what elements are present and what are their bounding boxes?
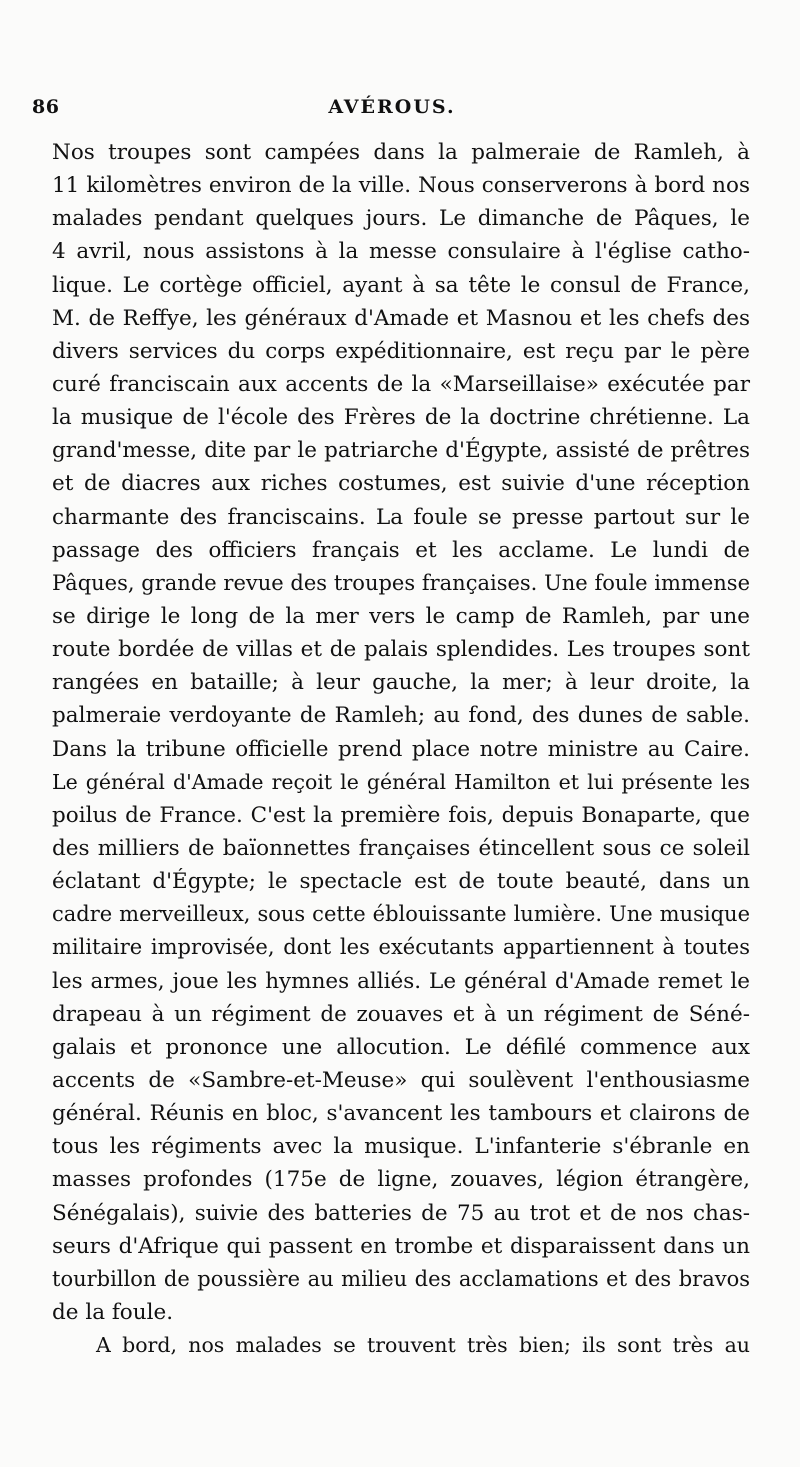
- text-line: Le général d'Amade reçoit le général Hamilton et lui présente les: [52, 769, 750, 794]
- text-line: malades pendant quelques jours. Le dimanche de Pâques, le: [52, 206, 750, 232]
- text-line: tourbillon de poussière au milieu des acclamations et des bravos: [52, 1266, 750, 1291]
- text-line: curé franciscain aux accents de la «Marseillaise» exécutée par: [52, 371, 750, 397]
- text-line: drapeau à un régiment de zouaves et à un régiment de Séné-: [52, 1001, 750, 1027]
- text-line: divers services du corps expéditionnaire, est reçu par le père: [52, 338, 750, 364]
- text-line: 11 kilomètres environ de la ville. Nous conserverons à bord nos: [52, 173, 750, 199]
- text-line: accents de «Sambre-et-Meuse» qui soulèvent l'enthousiasme: [52, 1067, 750, 1093]
- text-line: lique. Le cortège officiel, ayant à sa tête le consul de France,: [52, 272, 750, 298]
- text-line: les armes, joue les hymnes alliés. Le général d'Amade remet le: [52, 968, 750, 994]
- text-line: Nos troupes sont campées dans la palmeraie de Ramleh, à: [52, 140, 750, 165]
- paragraph-start-line: A bord, nos malades se trouvent très bien; ils sont très au: [96, 1333, 750, 1358]
- text-line: poilus de France. C'est la première fois, depuis Bonaparte, que: [52, 802, 750, 828]
- text-line: masses profondes (175e de ligne, zouaves, légion étrangère,: [52, 1167, 750, 1193]
- text-line: la musique de l'école des Frères de la doctrine chrétienne. La: [52, 405, 750, 431]
- text-line: palmeraie verdoyante de Ramleh; au fond, des dunes de sable.: [52, 703, 750, 729]
- text-line: passage des officiers français et les acclame. Le lundi de: [52, 537, 750, 563]
- text-line: charmante des franciscains. La foule se presse partout sur le: [52, 504, 750, 530]
- text-line: des milliers de baïonnettes françaises étincellent sous ce soleil: [52, 835, 750, 861]
- text-line: rangées en bataille; à leur gauche, la mer; à leur droite, la: [52, 670, 750, 696]
- text-line: route bordée de villas et de palais splendides. Les troupes sont: [52, 637, 750, 663]
- text-line: seurs d'Afrique qui passent en trombe et disparaissent dans un: [52, 1233, 750, 1259]
- text-line: éclatant d'Égypte; le spectacle est de toute beauté, dans un: [52, 869, 750, 895]
- text-line: M. de Reffye, les généraux d'Amade et Masnou et les chefs des: [52, 305, 750, 331]
- text-line: général. Réunis en bloc, s'avancent les tambours et clairons de: [52, 1101, 750, 1127]
- text-line: Sénégalais), suivie des batteries de 75 au trot et de nos chas-: [52, 1200, 750, 1226]
- text-line: militaire improvisée, dont les exécutants appartiennent à toutes: [52, 935, 750, 960]
- text-line: Pâques, grande revue des troupes françaises. Une foule immense: [52, 570, 750, 595]
- running-head: AVÉROUS.: [328, 96, 456, 118]
- text-line: cadre merveilleux, sous cette éblouissante lumière. Une musique: [52, 902, 750, 927]
- paragraph-end-line: de la foule.: [52, 1299, 174, 1325]
- text-line: se dirige le long de la mer vers le camp de Ramleh, par une: [52, 603, 750, 629]
- body-text: [52, 136, 750, 1362]
- page-header: [32, 96, 752, 126]
- page-number: 86: [32, 96, 60, 118]
- text-line: tous les régiments avec la musique. L'infanterie s'ébranle en: [52, 1134, 750, 1160]
- text-line: Dans la tribune officielle prend place notre ministre au Caire.: [52, 736, 750, 762]
- text-line: grand'messe, dite par le patriarche d'Égypte, assisté de prêtres: [52, 438, 750, 464]
- text-line: 4 avril, nous assistons à la messe consulaire à l'église catho-: [52, 239, 750, 265]
- text-line: galais et prononce une allocution. Le défilé commence aux: [52, 1034, 750, 1060]
- text-line: et de diacres aux riches costumes, est suivie d'une réception: [52, 471, 750, 497]
